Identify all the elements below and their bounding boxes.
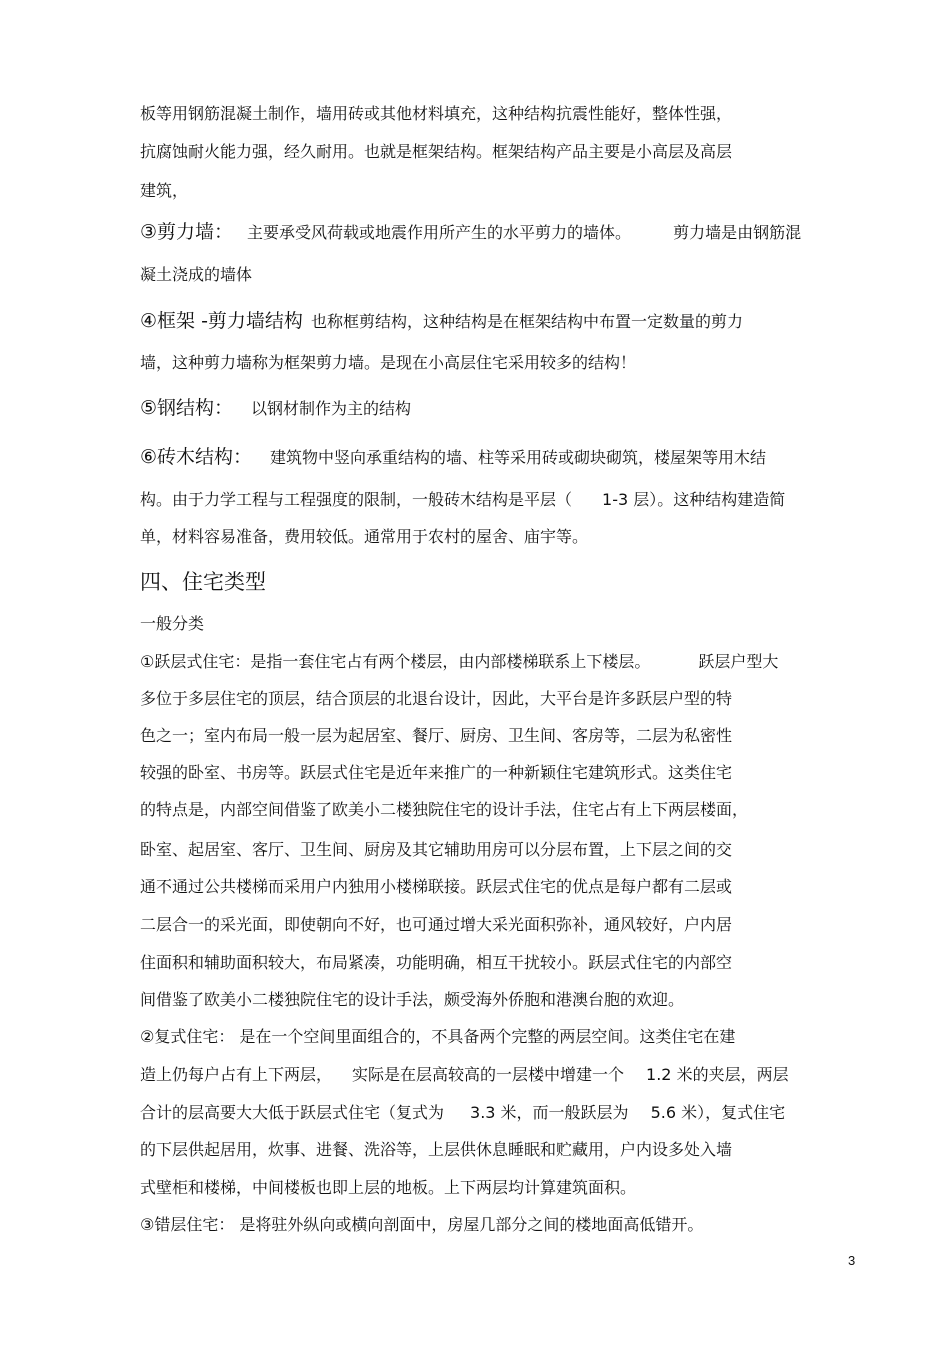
term-heading: ⑥砖木结构： (140, 446, 253, 468)
text-line: 卧室、起居室、客厅、卫生间、厨房及其它辅助用房可以分层布置，上下层之间的交 (140, 840, 733, 859)
text-line: ③错层住宅： 是将驻外纵向或横向剖面中，房屋几部分之间的楼地面高低错开。 (140, 1215, 704, 1234)
text-line: 单，材料容易准备，费用较低。通常用于农村的屋舍、庙宇等。 (140, 527, 589, 546)
text-line: ③剪力墙： 主要承受风荷载或地震作用所产生的水平剪力的墙体。 剪力墙是由钢筋混 (140, 221, 802, 243)
text-line: 造上仍每户占有上下两层， 实际是在层高较高的一层楼中增建一个 1.2 米的夹层，两层 (140, 1065, 789, 1084)
text-line: 的下层供起居用，炊事、进餐、洗浴等，上层供休息睡眠和贮藏用，户内设多处入墙 (140, 1140, 733, 1159)
text-line: ⑥砖木结构： 建筑物中竖向承重结构的墙、柱等采用砖或砌块砌筑，楼屋架等用木结 (140, 446, 767, 468)
term-heading: ④框架 -剪力墙结构 (140, 310, 303, 332)
text-line: ②复式住宅： 是在一个空间里面组合的，不具备两个完整的两层空间。这类住宅在建 (140, 1027, 736, 1046)
text-line: 较强的卧室、书房等。跃层式住宅是近年来推广的一种新颖住宅建筑形式。这类住宅 (140, 763, 733, 782)
page-number: 3 (848, 1253, 856, 1268)
section-heading: 四、住宅类型 (140, 570, 266, 594)
text-line: 的特点是，内部空间借鉴了欧美小二楼独院住宅的设计手法，住宅占有上下两层楼面， (140, 800, 749, 819)
text-line: 式壁柜和楼梯，中间楼板也即上层的地板。上下两层均计算建筑面积。 (140, 1178, 637, 1197)
term-heading: ⑤钢结构： (140, 397, 234, 419)
text-line: 合计的层高要大大低于跃层式住宅（复式为 3.3 米，而一般跃层为 5.6 米），复式住宅 (140, 1103, 786, 1122)
text-line: 墙，这种剪力墙称为框架剪力墙。是现在小高层住宅采用较多的结构！ (140, 353, 637, 372)
text-line: 间借鉴了欧美小二楼独院住宅的设计手法，颇受海外侨胞和港澳台胞的欢迎。 (140, 990, 685, 1009)
text-line: 抗腐蚀耐火能力强，经久耐用。也就是框架结构。框架结构产品主要是小高层及高层 (140, 142, 733, 161)
text-line: 二层合一的采光面，即使朝向不好，也可通过增大采光面积弥补，通风较好，户内居 (140, 915, 733, 934)
text-line: 多位于多层住宅的顶层，结合顶层的北退台设计，因此，大平台是许多跃层户型的特 (140, 689, 733, 708)
text-line: ①跃层式住宅：是指一套住宅占有两个楼层，由内部楼梯联系上下楼层。 跃层户型大 (140, 652, 779, 671)
text-line: 住面积和辅助面积较大，布局紧凑，功能明确，相互干扰较小。跃层式住宅的内部空 (140, 953, 733, 972)
text-line: ④框架 -剪力墙结构 也称框剪结构，这种结构是在框架结构中布置一定数量的剪力 (140, 310, 743, 332)
text-line: 板等用钢筋混凝土制作，墙用砖或其他材料填充，这种结构抗震性能好，整体性强， (140, 104, 733, 123)
text-line: 构。由于力学工程与工程强度的限制，一般砖木结构是平层（ 1-3 层）。这种结构建造简 (140, 490, 786, 509)
text-line: 一般分类 (140, 614, 205, 633)
term-heading: ③剪力墙： (140, 221, 234, 243)
text-line: 凝土浇成的墙体 (140, 265, 253, 284)
text-line: 色之一；室内布局一般一层为起居室、餐厅、厨房、卫生间、客房等，二层为私密性 (140, 726, 733, 745)
text-line: 通不通过公共楼梯而采用户内独用小楼梯联接。跃层式住宅的优点是每户都有二层或 (140, 877, 733, 896)
text-line: ⑤钢结构： 以钢材制作为主的结构 (140, 397, 412, 419)
text-line: 建筑， (140, 181, 189, 200)
